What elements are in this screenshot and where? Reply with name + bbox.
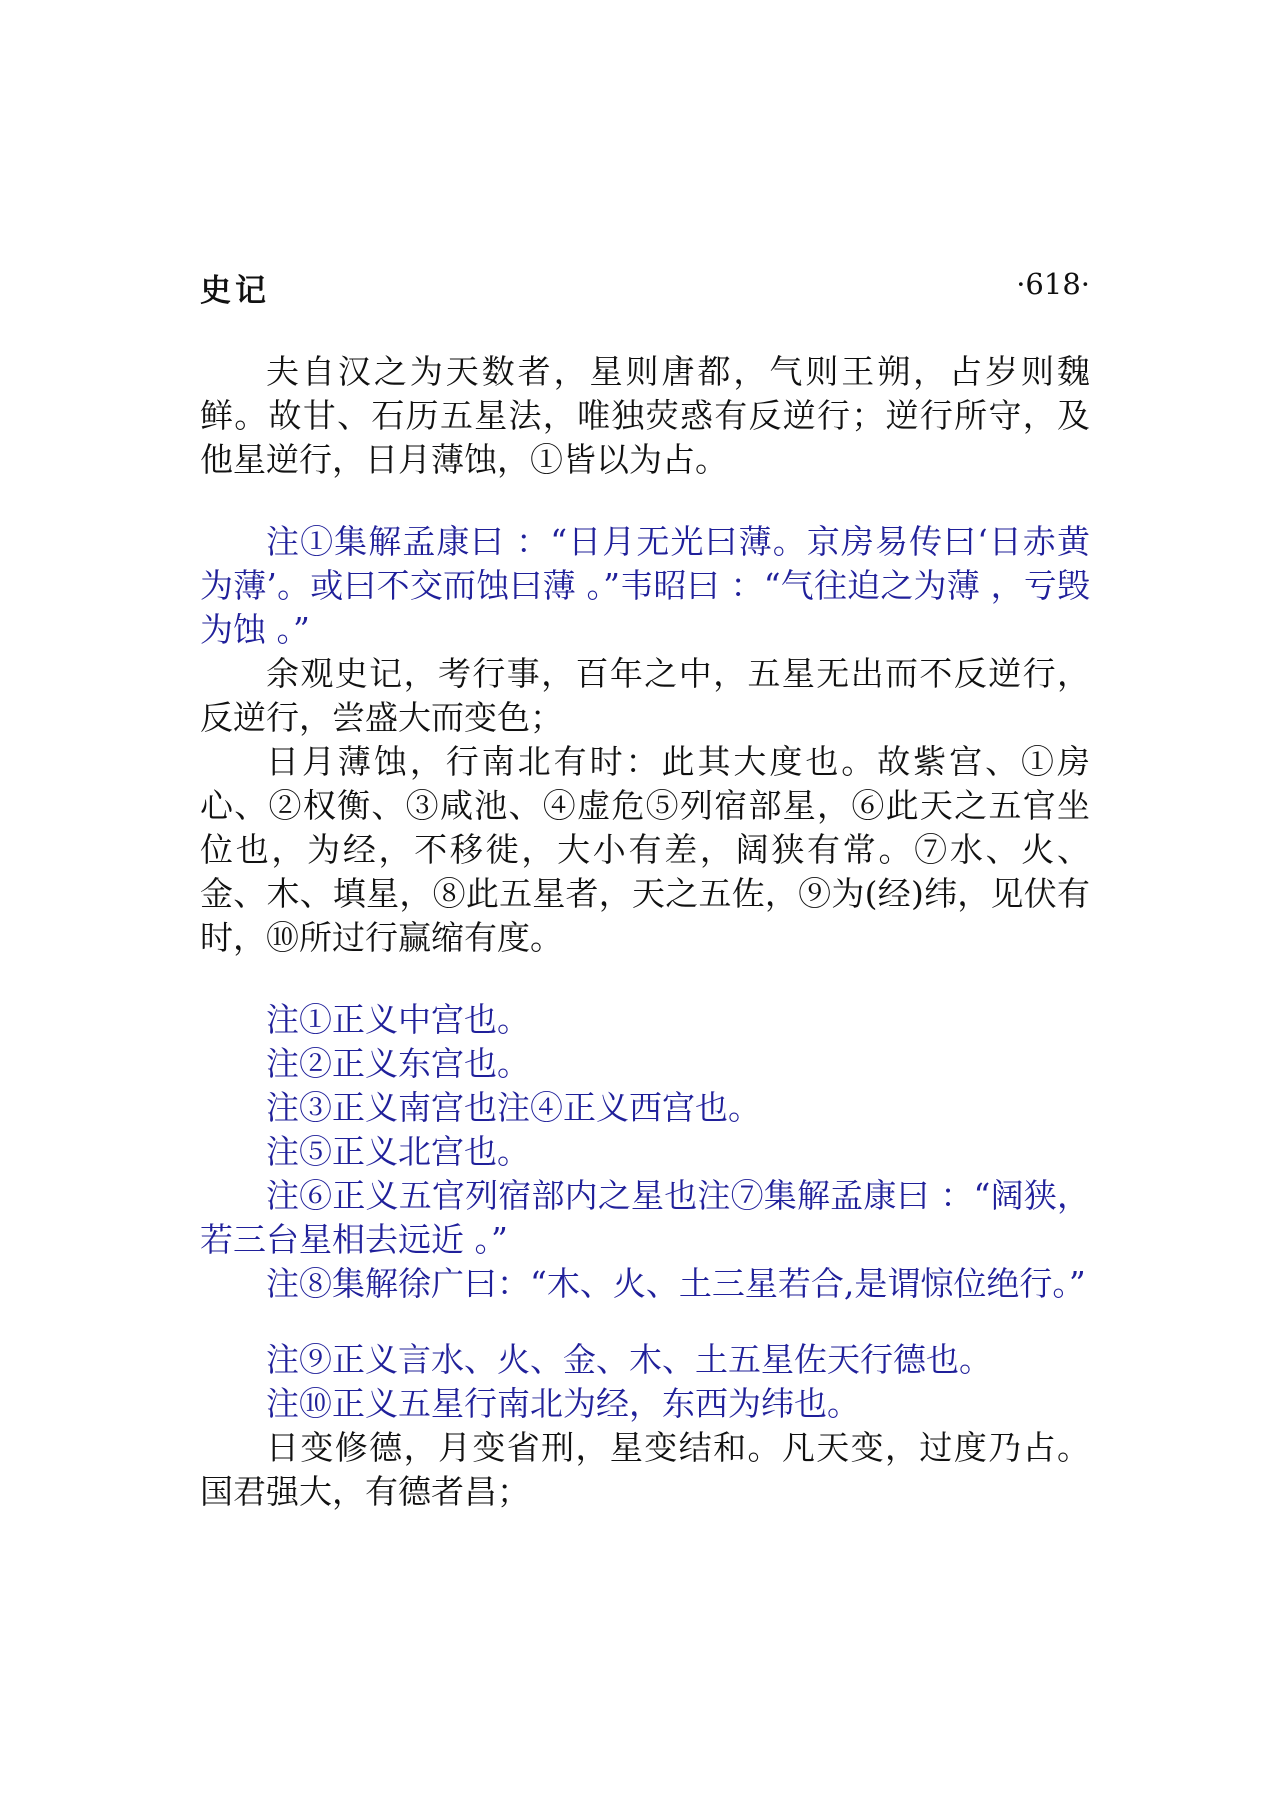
- annotation-note: 注①正义中宫也。: [266, 1000, 530, 1039]
- body-text: [200, 350, 1090, 1514]
- annotation-note: 注③正义南宫也注④正义西宫也。: [266, 1088, 761, 1127]
- book-title: 史记: [200, 273, 270, 309]
- paragraph: 夫自汉之为天数者，星则唐都，气则王朔，占岁则魏鲜。故甘、石历五星法，唯独荧惑有反逆行；逆行所守，及他星逆行，日月薄蚀，①皆以为占。: [200, 352, 1090, 479]
- running-head: [200, 265, 1090, 315]
- annotation-note: 注⑩正义五星行南北为经，东西为纬也。: [266, 1384, 860, 1423]
- spacer: [200, 960, 1090, 998]
- spacer: [200, 1306, 1090, 1338]
- annotation-note: 注①集解孟康曰 ：“日月无光曰薄。京房易传曰‘日赤黄为薄’。或曰不交而蚀曰薄 。”韦昭曰 ：“气往迫之为薄 ，亏毁为蚀 。”: [200, 522, 1090, 649]
- annotation-note: 注⑨正义言水、火、金、木、土五星佐天行德也。: [266, 1340, 992, 1379]
- paragraph: 日变修德，月变省刑，星变结和。凡天变，过度乃占。国君强大，有德者昌；: [200, 1428, 1090, 1511]
- annotation-note: 注②正义东宫也。: [266, 1044, 530, 1083]
- annotation-note: 注⑥正义五官列宿部内之星也注⑦集解孟康曰 ：“阔狭，若三台星相去远近 。”: [200, 1176, 1090, 1259]
- paragraph: 余观史记，考行事，百年之中，五星无出而不反逆行，反逆行，尝盛大而变色；: [200, 654, 1090, 737]
- annotation-note: 注⑧集解徐广曰：“木、火、土三星若合,是谓惊位绝行。”: [266, 1264, 1086, 1303]
- spacer: [200, 482, 1090, 520]
- annotation-note: 注⑤正义北宫也。: [266, 1132, 530, 1171]
- page-number: ·618·: [1016, 267, 1090, 301]
- paragraph: 日月薄蚀，行南北有时：此其大度也。故紫宫、①房心、②权衡、③咸池、④虚危⑤列宿部星，⑥此天之五官坐位也，为经，不移徙，大小有差，阔狭有常。⑦水、火、金、木、填星，⑧此五星者，天之五佐，⑨为(经)纬，见伏有时，⑩所过行赢缩有度。: [200, 742, 1090, 957]
